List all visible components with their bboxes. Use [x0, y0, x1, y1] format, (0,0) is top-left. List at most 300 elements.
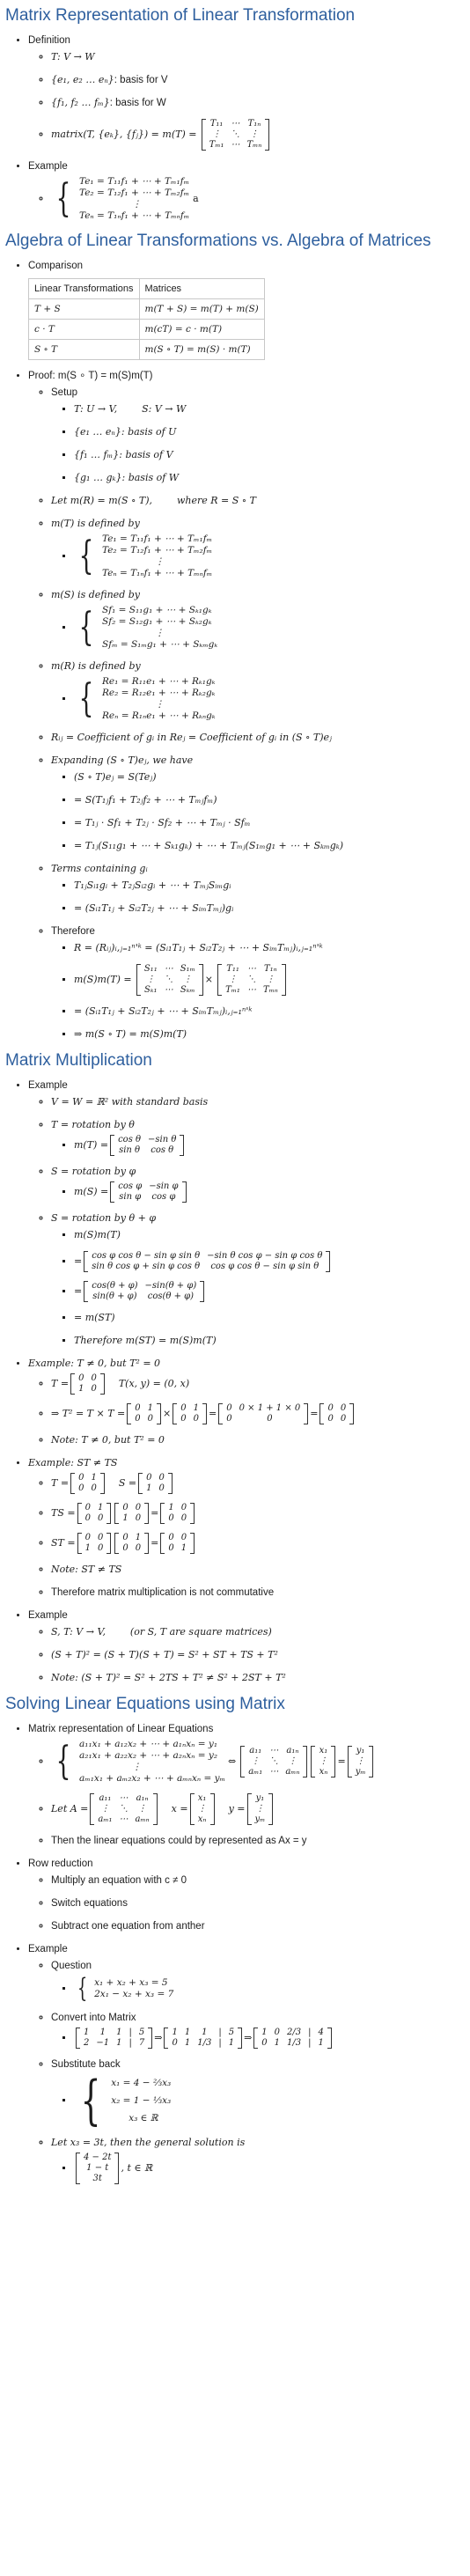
table-row	[119, 1543, 144, 1554]
list-item	[28, 1357, 465, 1447]
matrix-bracket	[303, 1746, 307, 1777]
math: =	[209, 1408, 217, 1420]
table-cell: 0	[97, 1513, 104, 1523]
list-item	[28, 1857, 465, 1933]
list-item	[51, 1165, 465, 1203]
table-row	[245, 1756, 303, 1767]
equation-lines	[102, 605, 217, 651]
table-cell: 1	[122, 1513, 129, 1523]
table-cell: 0	[147, 1414, 154, 1424]
list-item	[74, 448, 465, 462]
table-cell: ⋮	[100, 1804, 110, 1814]
table-row	[114, 1192, 181, 1203]
matrix	[114, 1503, 149, 1524]
table-cell: 3t	[92, 2174, 102, 2183]
matrix-bracket	[369, 1746, 373, 1777]
table-cell: sin φ	[119, 1192, 142, 1202]
matrix-grid	[131, 1403, 157, 1424]
table-cell: |	[308, 2028, 312, 2037]
table-cell: |	[129, 2038, 132, 2048]
list-item	[74, 2070, 465, 2131]
equation-system	[51, 1739, 225, 1785]
table-row	[165, 1543, 190, 1554]
table-cell: cos φ	[118, 1181, 143, 1191]
matrix-grid	[252, 1793, 269, 1825]
table-cell: sin θ cos φ + sin φ cos θ	[92, 1262, 201, 1271]
list-item	[74, 402, 465, 416]
math: V = W = ℝ² with standard basis	[51, 1096, 209, 1108]
list-item	[51, 1959, 465, 2002]
matrix-bracket	[144, 1533, 149, 1554]
brace: ▪ {	[78, 676, 94, 721]
math: Terms containing gᵢ	[51, 863, 148, 874]
table-row	[131, 1414, 157, 1424]
table-row	[206, 129, 266, 140]
table-cell: x₁	[197, 1793, 207, 1803]
table-cell: 0	[226, 1414, 232, 1424]
table-cell: 0	[180, 1414, 187, 1424]
list-item	[51, 1563, 465, 1577]
table-cell: 0	[158, 1483, 165, 1493]
matrix	[253, 2028, 332, 2049]
math: = T₁ⱼ · Sf₁ + T₂ⱼ · Sf₂ + ⋯ + Tₘⱼ · Sfₘ	[74, 817, 251, 828]
table-cell: aₘₙ	[135, 1814, 150, 1824]
table-cell: a₁ₙ	[286, 1746, 299, 1755]
matrix-bracket	[265, 119, 269, 151]
list	[28, 1959, 465, 2184]
table-row	[223, 1403, 304, 1414]
table-cell: −sin θ	[148, 1135, 177, 1144]
table-row	[222, 964, 282, 975]
matrix-bracket	[106, 1533, 111, 1554]
table-cell: 1	[97, 1503, 104, 1512]
list-item	[51, 176, 465, 222]
table-cell: 0	[78, 1483, 84, 1493]
list	[51, 605, 465, 651]
table-cell: ⋮	[212, 129, 222, 139]
math: {e₁, e₂ … eₙ}	[51, 74, 114, 85]
table-cell: 0	[158, 1473, 165, 1483]
table-cell: cos φ cos θ − sin φ sin θ	[210, 1262, 319, 1271]
matrix-grid	[119, 1533, 144, 1554]
math: Therefore m(ST) = m(S)m(T)	[74, 1335, 217, 1346]
table-cell: Sₖₘ	[180, 985, 195, 995]
matrix-grid	[82, 1503, 107, 1524]
table-row	[88, 1262, 326, 1272]
math: {g₁ … gₖ}: basis of W	[74, 472, 180, 483]
table-cell: aₘₙ	[285, 1767, 300, 1777]
table-row	[119, 1533, 144, 1543]
equation-lines	[102, 676, 216, 722]
matrix	[160, 1533, 195, 1554]
math: = (Sᵢ₁T₁ⱼ + Sᵢ₂T₂ⱼ + ⋯ + SᵢₘTₘⱼ)ᵢ,ⱼ₌₁ⁿ'ᵏ	[74, 1005, 253, 1017]
matrix-grid	[114, 1135, 180, 1156]
text: Te₂ = T₁₂f₁ + ⋯ + Tₘ₂fₘ	[102, 545, 213, 556]
text	[119, 1533, 144, 1554]
table-cell: −sin θ cos φ − sin φ cos θ	[207, 1251, 323, 1261]
table-row	[195, 1793, 210, 1804]
table-cell: cos(θ + φ)	[147, 1292, 195, 1301]
label: Setup	[51, 387, 78, 398]
table-cell: T₁ₙ	[264, 964, 277, 974]
list-item	[74, 1228, 465, 1242]
matrix-grid	[143, 1473, 168, 1494]
table-cell: 5	[138, 2028, 145, 2037]
text: Therefore	[51, 926, 95, 937]
table-cell: ⋮	[249, 129, 259, 139]
equation-system	[51, 176, 199, 222]
table-cell: |	[129, 2028, 132, 2037]
text: Example	[28, 1610, 68, 1621]
table-cell: 1 − t	[86, 2163, 109, 2173]
table-cell: 0	[135, 1414, 141, 1424]
table-cell: Tₘₙ	[262, 985, 278, 995]
list-item	[51, 1118, 465, 1156]
math: ×	[204, 974, 213, 986]
list-item	[51, 754, 465, 853]
math: Note: T ≠ 0, but T² = 0	[51, 1434, 165, 1446]
list-item	[51, 1873, 465, 1888]
table-cell: 0	[226, 1403, 232, 1413]
list-item	[74, 941, 465, 955]
list-item	[51, 494, 465, 508]
table-cell: 0	[122, 1503, 129, 1512]
list-item	[51, 1373, 465, 1395]
matrix-grid	[177, 1403, 202, 1424]
table-cell: ⋮	[197, 1804, 207, 1814]
table-cell: 5	[228, 2028, 235, 2037]
table-cell: 0	[180, 1403, 187, 1413]
math: (S + T)² = (S + T)(S + T) = S² + ST + TS + T²	[51, 1649, 278, 1660]
table-cell: ▪ 4 − 2t	[84, 2153, 112, 2162]
matrix-bracket	[200, 1281, 204, 1302]
table-row	[324, 1414, 349, 1424]
text	[75, 1473, 100, 1494]
table-row	[119, 1513, 144, 1524]
text: a	[193, 193, 199, 204]
text: ⋮	[155, 556, 165, 567]
text	[245, 1746, 303, 1777]
table-cell: 1	[135, 1533, 142, 1542]
table-row	[177, 1414, 202, 1424]
text: Teₙ = T₁ₙf₁ + ⋯ + Tₘₙfₘ	[102, 568, 213, 578]
brace: ◦ {	[55, 1739, 71, 1784]
table-row	[29, 279, 265, 299]
table-cell: ⋱	[164, 975, 173, 984]
text	[74, 2070, 172, 2131]
matrix-grid	[223, 1403, 304, 1424]
table-cell: 0	[122, 1543, 129, 1553]
table-row	[177, 1403, 202, 1414]
text: a₁₁x₁ + a₁₂x₂ + ⋯ + a₁ₙxₙ = y₁	[79, 1739, 218, 1749]
table-row	[114, 1181, 181, 1192]
table-cell: cos(θ + φ)	[92, 1281, 138, 1291]
math: T: U → V, S: V → W	[74, 403, 187, 415]
table-cell: yₘ	[254, 1814, 266, 1824]
table-cell: aₘ₁	[98, 1814, 113, 1824]
matrix-grid	[75, 1373, 100, 1395]
text	[29, 279, 265, 360]
text: Teₙ = T₁ₙf₁ + ⋯ + Tₘₙfₘ	[79, 210, 190, 221]
text: Te₁ = T₁₁f₁ + ⋯ + Tₘ₁fₘ	[79, 176, 190, 187]
list	[51, 2028, 465, 2049]
text	[223, 1403, 304, 1424]
table-cell: 2	[84, 2038, 90, 2048]
matrix	[77, 1533, 112, 1554]
list	[28, 1873, 465, 1933]
list	[51, 402, 465, 485]
table-cell: a₁₁	[249, 1746, 262, 1755]
equation-system	[74, 676, 216, 722]
text: Sfₘ = S₁ₘg₁ + ⋯ + Sₖₘgₖ	[102, 639, 218, 650]
list-item	[51, 659, 465, 722]
table-row	[165, 1503, 190, 1513]
table-row	[165, 1533, 190, 1543]
matrix	[84, 1251, 330, 1272]
list	[28, 50, 465, 151]
section-title-solving-linear-equations: Solving Linear Equations using Matrix	[5, 1695, 285, 1713]
equation-lines	[94, 1977, 173, 2000]
matrix	[240, 1746, 307, 1777]
table-cell: 1	[184, 2028, 191, 2037]
text	[177, 1403, 202, 1424]
math: m(R) is defined by	[51, 660, 141, 672]
math: S = rotation by φ	[51, 1166, 136, 1177]
list-item	[51, 1671, 465, 1685]
matrix-bracket	[100, 1473, 105, 1494]
math: =	[74, 1255, 83, 1268]
table-cell: 0	[78, 1473, 84, 1483]
list-item	[51, 731, 465, 745]
table-row	[165, 1513, 190, 1524]
list-item	[74, 770, 465, 784]
table-row	[352, 1746, 370, 1756]
table-row	[131, 1403, 157, 1414]
math: y =	[228, 1803, 246, 1815]
matrix-bracket	[327, 2028, 332, 2049]
text: Te₁ = T₁₁f₁ + ⋯ + Tₘ₁fₘ	[102, 534, 213, 544]
table-cell: ⋯	[246, 985, 256, 995]
table-cell: 0	[84, 1503, 91, 1512]
list	[51, 770, 465, 853]
table-row	[75, 1483, 100, 1494]
table-cell: 0	[261, 2038, 268, 2048]
matrix-bracket	[153, 1793, 158, 1825]
text	[324, 1403, 349, 1424]
list-item	[74, 1334, 465, 1348]
matrix-bracket	[180, 1135, 184, 1156]
text: x₂ = 1 − ⅓x₃	[111, 2095, 172, 2106]
label: Proof: m(S ∘ T) = m(S)m(T)	[28, 371, 153, 381]
list-item	[28, 33, 465, 151]
text: aₘ₁x₁ + aₘ₂x₂ + ⋯ + aₘₙxₙ = yₘ	[79, 1773, 225, 1784]
math: matrix(T, {eₖ}, {fⱼ}) = m(T) =	[51, 129, 197, 141]
text: Re₁ = R₁₁e₁ + ⋯ + Rₖ₁gₖ	[102, 676, 216, 687]
table-cell: T₁ₙ	[247, 119, 261, 129]
table-cell: 0	[135, 1403, 141, 1413]
list-item	[51, 1739, 465, 1785]
math: Note: ST ≠ TS	[51, 1564, 122, 1575]
list	[5, 1078, 465, 1685]
matrix-grid	[165, 1533, 190, 1554]
table-cell: a₁ₙ	[136, 1793, 149, 1803]
table-row	[82, 1503, 107, 1513]
text: ⋮	[132, 199, 142, 210]
text: Question	[51, 1961, 92, 1971]
matrix	[173, 1403, 207, 1424]
matrix-bracket	[210, 1793, 215, 1825]
math: = (Sᵢ₁T₁ⱼ + Sᵢ₂T₂ⱼ + ⋯ + SᵢₘTₘⱼ)gᵢ	[74, 902, 234, 914]
list-item	[28, 1608, 465, 1685]
list-item	[51, 1503, 465, 1524]
table-row	[29, 320, 265, 340]
matrix-bracket	[282, 964, 286, 996]
table-cell: ⋯	[164, 964, 173, 974]
table-row	[114, 1145, 180, 1156]
math: S, T: V → V, (or S, T are square matrices)	[51, 1626, 272, 1638]
matrix	[217, 964, 286, 996]
list-item	[51, 119, 465, 151]
table-cell: ▪ 1	[84, 2028, 90, 2037]
text	[80, 2153, 114, 2184]
table-cell: 0	[84, 1533, 91, 1542]
table-row	[82, 1543, 107, 1554]
table-cell: 0	[84, 1513, 91, 1523]
table-cell: 1	[116, 2038, 122, 2048]
list-item	[74, 1027, 465, 1041]
list-item	[74, 534, 465, 579]
table-cell: −sin φ	[149, 1181, 179, 1191]
text: : basis for W	[109, 98, 166, 108]
matrix	[348, 1746, 374, 1777]
table-row	[94, 1793, 152, 1804]
text: Te₂ = T₁₂f₁ + ⋯ + Tₘ₂fₘ	[79, 188, 190, 198]
text: Sf₁ = S₁₁g₁ + ⋯ + Sₖ₁gₖ	[102, 605, 212, 615]
table-cell: 1	[99, 2028, 106, 2037]
list	[51, 2070, 465, 2131]
text	[82, 1533, 107, 1554]
list	[28, 386, 465, 1041]
table-row	[80, 2038, 148, 2049]
table-row	[80, 2163, 114, 2174]
math: =	[151, 1507, 159, 1520]
text: Subtract one equation from anther	[51, 1921, 205, 1932]
brace: ▪ {	[80, 2070, 101, 2131]
table-row	[195, 1804, 210, 1814]
table-cell: ⋯	[119, 1793, 129, 1803]
table-cell: 1	[228, 2038, 235, 2048]
table-cell: Tₘₙ	[246, 140, 262, 150]
math: Expanding (S ∘ T)eⱼ, we have	[51, 754, 194, 766]
math: ⇒	[154, 2032, 163, 2044]
matrix	[90, 1793, 157, 1825]
math: m(T) is defined by	[51, 518, 140, 529]
matrix-grid	[352, 1746, 370, 1777]
list-item	[74, 816, 465, 830]
matrix	[138, 1473, 173, 1494]
matrix	[190, 1793, 215, 1825]
list-item	[74, 902, 465, 916]
table-row	[252, 1814, 269, 1825]
table-cell: 0	[91, 1384, 97, 1394]
table-cell: sin(θ + φ)	[92, 1292, 137, 1301]
table-cell: S₁ₘ	[180, 964, 195, 974]
table-cell: 1	[116, 2028, 122, 2037]
text: Convert into Matrix	[51, 2013, 136, 2023]
text: x₁ + x₂ + x₃ = 5	[94, 1977, 168, 1988]
text: Reₙ = R₁ₙe₁ + ⋯ + Rₖₙgₖ	[102, 710, 216, 721]
table-cell: −sin(θ + φ)	[144, 1281, 197, 1291]
table-cell: 1	[168, 1503, 174, 1512]
matrix	[70, 1473, 105, 1494]
table-row	[352, 1756, 370, 1767]
table-cell: S₁₁	[143, 964, 158, 974]
text: Substitute back	[51, 2059, 121, 2070]
matrix-grid	[88, 1281, 200, 1302]
list-item	[51, 1586, 465, 1600]
table-cell: 1	[184, 2038, 191, 2048]
table-cell: Tₘ₁	[225, 985, 240, 995]
text	[141, 964, 199, 996]
table-row	[206, 119, 266, 129]
table-cell: 0	[135, 1513, 142, 1523]
list-item	[28, 259, 465, 360]
math: {e₁ … eₙ}: basis of U	[74, 426, 177, 438]
math: =	[74, 1285, 83, 1298]
table-cell: ⋮	[288, 1756, 297, 1766]
table-row	[82, 1513, 107, 1524]
list-item	[74, 2153, 465, 2184]
list-item	[74, 1181, 465, 1203]
math: S =	[118, 1477, 137, 1490]
text: Then the linear equations could by represented as Ax = y	[51, 1836, 307, 1846]
table-row	[88, 1292, 200, 1302]
table-row	[94, 1804, 152, 1814]
table-cell: ⋮	[183, 975, 193, 984]
label: Definition	[28, 35, 70, 46]
table-cell: ⋯	[246, 964, 256, 974]
table-cell: 0	[78, 1373, 84, 1383]
table-cell: 0	[91, 1373, 97, 1383]
list	[51, 534, 465, 579]
math: Let x₃ = 3t, then the general solution is	[51, 2137, 246, 2148]
text: 2x₁ − x₂ + x₃ = 7	[94, 1989, 174, 1999]
table-cell: 1	[274, 2038, 281, 2048]
table-row	[222, 975, 282, 985]
table-cell: 0	[97, 1543, 104, 1553]
text	[80, 2028, 148, 2049]
list-item	[74, 879, 465, 893]
text	[74, 1973, 174, 2004]
list-item	[51, 517, 465, 579]
list-item	[28, 1722, 465, 1848]
table-cell: c · T	[29, 320, 140, 340]
text	[165, 1503, 190, 1524]
table-header: Linear Transformations	[29, 279, 140, 299]
table-row	[258, 2028, 327, 2038]
table-row	[94, 1814, 152, 1825]
matrix-bracket	[238, 2028, 242, 2049]
table-row	[29, 299, 265, 320]
table-row	[75, 1473, 100, 1483]
text: a₂₁x₁ + a₂₂x₂ + ⋯ + a₂ₙxₙ = y₂	[79, 1750, 218, 1761]
list-item	[74, 471, 465, 485]
table-cell: 0	[340, 1403, 347, 1413]
matrix	[70, 1373, 105, 1395]
text	[94, 1793, 152, 1825]
table-cell: cos θ	[118, 1135, 142, 1144]
table-cell: 0	[135, 1503, 142, 1512]
